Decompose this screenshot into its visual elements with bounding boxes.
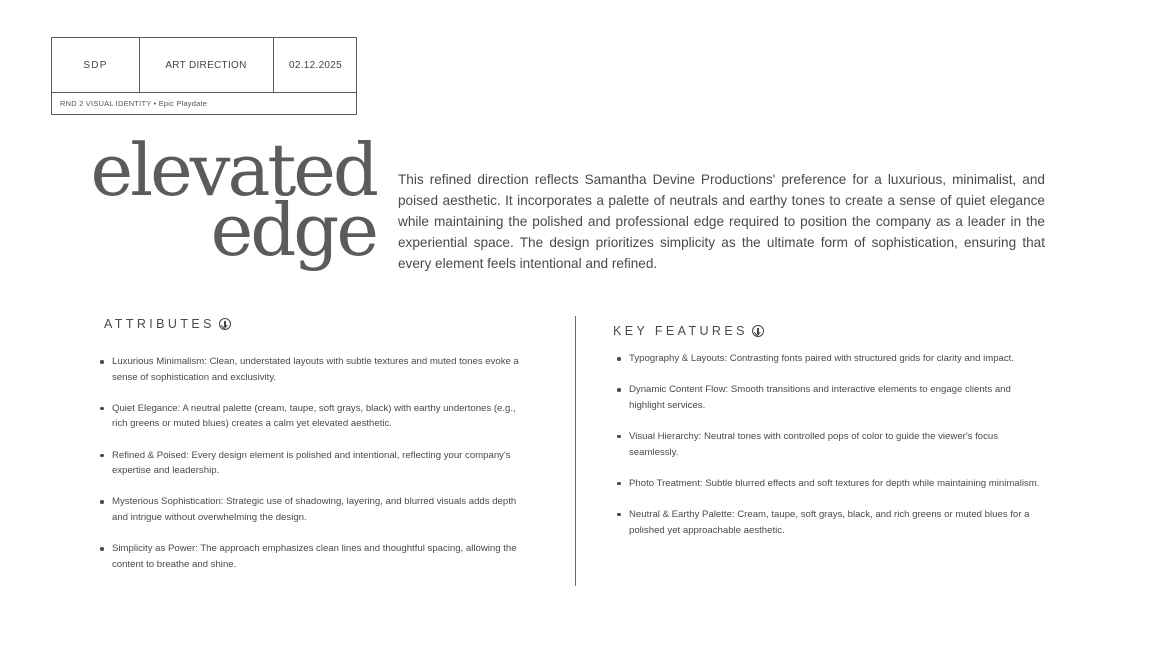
list-item: Visual Hierarchy: Neutral tones with controlled pops of color to guide the viewer's focus seamlessly. [619, 429, 1049, 460]
key-features-heading-label: KEY FEATURES [613, 324, 748, 338]
list-item: Typography & Layouts: Contrasting fonts paired with structured grids for clarity and impact. [619, 351, 1049, 367]
title-line-1: elevated [90, 128, 376, 212]
list-item: Neutral & Earthy Palette: Cream, taupe, soft grays, black, and rich greens or muted blues for a polished yet approachable aesthetic. [619, 507, 1049, 538]
brand-label: SDP [52, 38, 140, 92]
attributes-heading-label: ATTRIBUTES [104, 317, 215, 331]
list-item: Mysterious Sophistication: Strategic use of shadowing, layering, and blurred visuals adds depth and intrigue without overwhelming the design. [102, 494, 522, 525]
arrow-down-circle-icon [752, 325, 764, 337]
list-item: Luxurious Minimalism: Clean, understated layouts with subtle textures and muted tones evoke a sense of sophistication and exclusivity. [102, 354, 522, 385]
section-label: ART DIRECTION [139, 38, 274, 92]
list-item: Photo Treatment: Subtle blurred effects and soft textures for depth while maintaining minimalism. [619, 476, 1049, 492]
date-label: 02.12.2025 [288, 59, 343, 71]
header-top-row [52, 38, 356, 93]
attributes-list [102, 354, 522, 588]
list-item: Quiet Elegance: A neutral palette (cream, taupe, soft grays, black) with earthy undertones (e.g., rich greens or muted blues) creates a calm yet elevated aesthetic. [102, 401, 522, 432]
intro-paragraph: This refined direction reflects Samantha Devine Productions' preference for a luxurious, minimalist, and poised aesthetic. It incorporates a palette of neutrals and earthy tones to create a sense of quiet elegance while maintaining the polished and professional edge required to position the company as a leader in the experiential space. The design prioritizes simplicity as the ultimate form of sophistication, ensuring that every element feels intentional and refined. [398, 172, 1045, 271]
title-line-2: edge [210, 188, 376, 272]
list-item: Refined & Poised: Every design element is polished and intentional, reflecting your company's expertise and leadership. [102, 448, 522, 479]
key-features-heading [613, 324, 764, 338]
arrow-down-circle-icon [219, 318, 231, 330]
column-divider [575, 316, 576, 586]
attributes-heading [104, 317, 231, 331]
page-title [90, 128, 376, 272]
list-item: Simplicity as Power: The approach emphasizes clean lines and thoughtful spacing, allowing the content to breathe and shine. [102, 541, 522, 572]
key-features-list [619, 351, 1049, 554]
list-item: Dynamic Content Flow: Smooth transitions and interactive elements to engage clients and highlight services. [619, 382, 1049, 413]
subtitle-label: RND 2 VISUAL IDENTITY • Epic Playdate [60, 99, 208, 108]
header-info-box [51, 37, 357, 115]
